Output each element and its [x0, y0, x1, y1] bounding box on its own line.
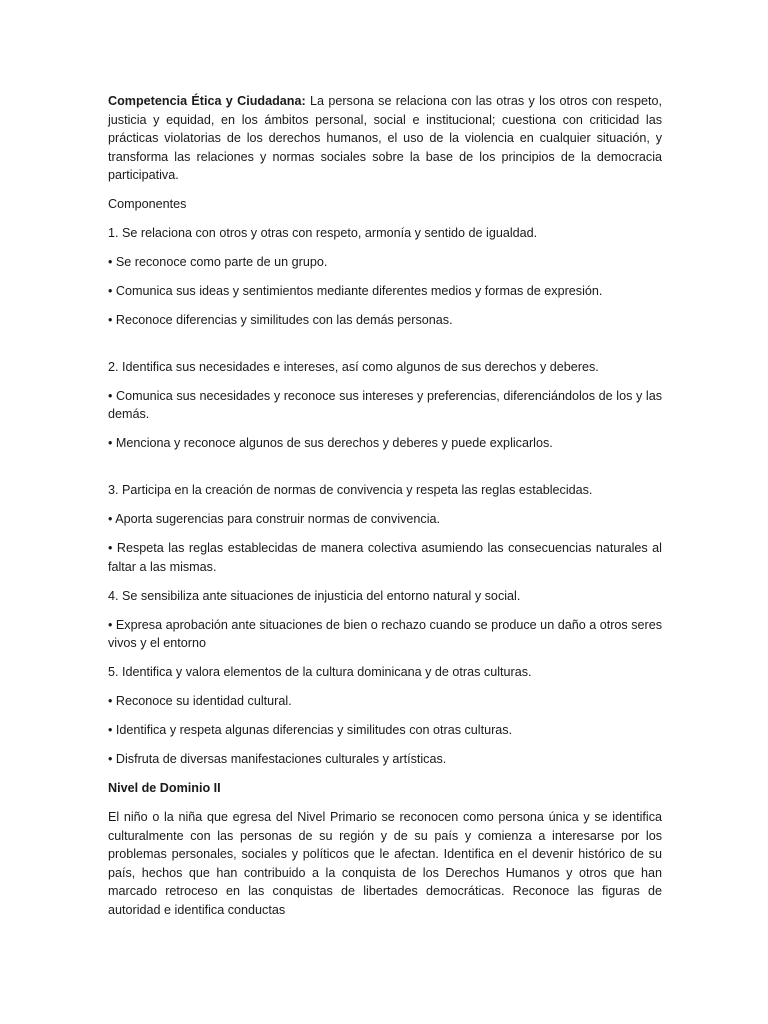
component-5-bullet-1: • Reconoce su identidad cultural.: [108, 694, 292, 709]
component-5-bullet-2: • Identifica y respeta algunas diferencias y similitudes con otras culturas.: [108, 723, 513, 738]
component-title-4: 4. Se sensibiliza ante situaciones de injusticia del entorno natural y social.: [108, 588, 521, 603]
component-title-5: 5. Identifica y valora elementos de la cultura dominicana y de otras culturas.: [108, 665, 532, 680]
nivel-paragraph: El niño o la niña que egresa del Nivel Primario se reconocen como persona única y se identifica culturalmente con las personas de su región y de su país y comienza a interesarse por los problemas personales, sociales y políticos que le afectan. Identifica en el devenir histórico de su país, hechos que han contribuido a la conquista de los Derechos Humanos y otros que han marcado retroceso en las conquistas de libertades democráticas. Reconoce las figuras de autoridad e identifica conductas: [108, 810, 662, 918]
nivel-heading: Nivel de Dominio II: [108, 781, 221, 796]
component-1-bullet-2: • Comunica sus ideas y sentimientos mediante diferentes medios y formas de expresión.: [108, 284, 603, 299]
component-1-bullet-3: • Reconoce diferencias y similitudes con las demás personas.: [108, 313, 453, 328]
component-2-bullet-2: • Menciona y reconoce algunos de sus derechos y deberes y puede explicarlos.: [108, 436, 553, 451]
intro-text: La persona se relaciona con las otras y los otros con respeto, justicia y equidad, en los ámbitos personal, social e institucional; cuestiona con criticidad las prácticas violatorias de los derechos humanos, el uso de la violencia en cualquier situación, y transforma las relaciones y normas sociales sobre la base de los principios de la democracia participativa.: [108, 94, 662, 183]
component-3-bullet-2: • Respeta las reglas establecidas de manera colectiva asumiendo las consecuencias naturales al faltar a las mismas.: [108, 541, 662, 574]
component-2-bullet-1: • Comunica sus necesidades y reconoce sus intereses y preferencias, diferenciándolos de los y las demás.: [108, 388, 662, 422]
componentes-heading: Componentes: [108, 197, 187, 212]
intro-paragraph: [108, 92, 662, 185]
component-title-3: 3. Participa en la creación de normas de convivencia y respeta las reglas establecidas.: [108, 483, 593, 498]
component-title-2: 2. Identifica sus necesidades e intereses, así como algunos de sus derechos y deberes.: [108, 359, 599, 374]
document-page: [108, 92, 662, 930]
component-1-bullet-1: • Se reconoce como parte de un grupo.: [108, 255, 328, 270]
component-3-bullet-1: • Aporta sugerencias para construir normas de convivencia.: [108, 512, 441, 527]
component-title-1: 1. Se relaciona con otros y otras con respeto, armonía y sentido de igualdad.: [108, 226, 538, 241]
component-5-bullet-3: • Disfruta de diversas manifestaciones culturales y artísticas.: [108, 752, 447, 767]
intro-label: Competencia Ética y Ciudadana:: [108, 94, 306, 108]
component-4-bullet-1: • Expresa aprobación ante situaciones de bien o rechazo cuando se produce un daño a otros seres vivos y el entorno: [108, 617, 663, 651]
